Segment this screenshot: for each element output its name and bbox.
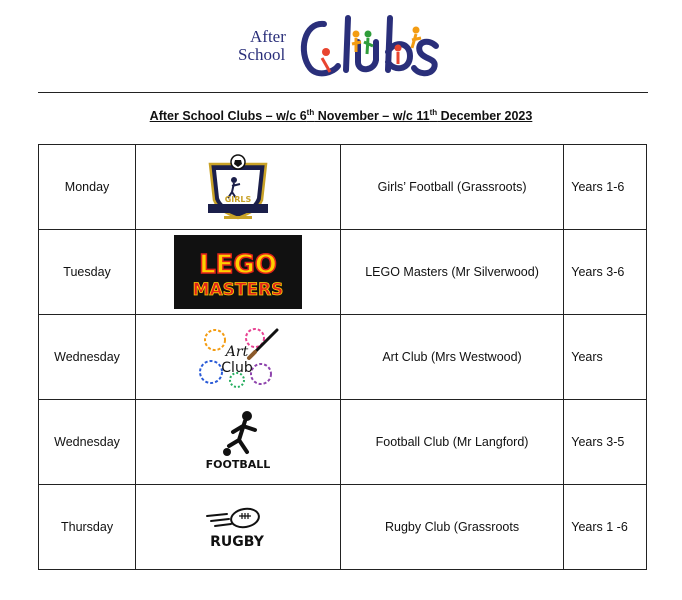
logo-cell [136, 400, 341, 485]
logo-after-text: After [250, 27, 286, 46]
table-row [39, 485, 647, 570]
day-cell: Thursday [39, 485, 136, 570]
table-row [39, 145, 647, 230]
rugby-ball-icon [203, 504, 273, 550]
football-text: FOOTBALL [205, 458, 271, 471]
lego-text: LEGO [199, 250, 277, 280]
years-cell: Years 3-5 [564, 400, 647, 485]
clubs-wordmark-icon [294, 12, 444, 80]
day-cell: Wednesday [39, 315, 136, 400]
table-row [39, 400, 647, 485]
club-text: Club [221, 360, 253, 376]
years-cell: Years 1 -6 [564, 485, 647, 570]
day-cell: Monday [39, 145, 136, 230]
header-divider [38, 92, 648, 93]
title-sup-2: th [429, 108, 438, 117]
title-sup-1: th [306, 108, 315, 117]
club-name-cell: LEGO Masters (Mr Silverwood) [340, 230, 563, 315]
art-text: Art [225, 344, 249, 360]
club-name-cell: Football Club (Mr Langford) [340, 400, 563, 485]
day-cell: Wednesday [39, 400, 136, 485]
art-club-logo-icon [193, 320, 283, 394]
title-middle: November – w/c 11 [314, 109, 430, 124]
years-cell: Years 1-6 [564, 145, 647, 230]
table-row [39, 315, 647, 400]
rugby-text: RUGBY [210, 534, 264, 550]
logo-cell [136, 485, 341, 570]
years-cell: Years [564, 315, 647, 400]
logo-cell [136, 315, 341, 400]
logo-cell [136, 230, 341, 315]
club-name-cell: Art Club (Mrs Westwood) [340, 315, 563, 400]
logo-cell [136, 145, 341, 230]
girls-badge-text: GIRLS [224, 195, 252, 204]
title-suffix: December 2023 [437, 109, 533, 124]
title-prefix: After School Clubs – w/c 6 [149, 109, 307, 124]
years-cell: Years 3-6 [564, 230, 647, 315]
day-cell: Tuesday [39, 230, 136, 315]
after-school-clubs-logo [238, 12, 448, 82]
page-title [0, 108, 682, 123]
logo-school-text: School [238, 45, 286, 64]
lego-masters-logo-icon [174, 235, 302, 309]
table-row [39, 230, 647, 315]
girls-football-badge-icon [198, 152, 278, 222]
club-name-cell: Rugby Club (Grassroots [340, 485, 563, 570]
club-name-cell: Girls’ Football (Grassroots) [340, 145, 563, 230]
football-player-icon [203, 410, 273, 474]
masters-text: MASTERS [192, 280, 284, 300]
clubs-table [38, 144, 647, 570]
